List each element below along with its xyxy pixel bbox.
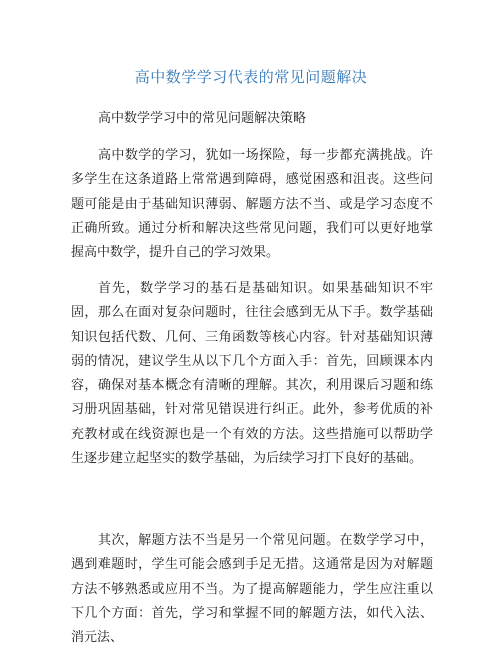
paragraph-3: 其次，解题方法不当是另一个常见问题。在数学学习中，遇到难题时，学生可能会感到手足无措。这通常是因为对解题方法不够熟悉或应用不当。为了提高解题能力，学生应注重以下几个方面：首先，学习和掌握不同的解题方法，如代入法、消元法、	[71, 533, 433, 646]
paragraph-1: 高中数学的学习，犹如一场探险，每一步都充满挑战。许多学生在这条道路上常常遇到障碍，感觉困惑和沮丧。这些问题可能是由于基础知识薄弱、解题方法不当、或是学习态度不正确所致。通过分析和解决这些常见问题，我们可以更好地掌握高中数学，提升自己的学习效果。	[71, 148, 433, 261]
document-subtitle: 高中数学学习中的常见问题解决策略	[98, 111, 307, 126]
document-title: 高中数学学习代表的常见问题解决	[134, 68, 368, 86]
paragraph-2: 首先，数学学习的基石是基础知识。如果基础知识不牢固，那么在面对复杂问题时，往往会感到无从下手。数学基础知识包括代数、几何、三角函数等核心内容。针对基础知识薄弱的情况，建议学生从以下几个方面入手：首先，回顾课本内容，确保对基本概念有清晰的理解。其次，利用课后习题和练习册巩固基础，针对常见错误进行纠正。此外，参考优质的补充教材或在线资源也是一个有效的方法。这些措施可以帮助学生逐步建立起坚实的数学基础，为后续学习打下良好的基础。	[71, 281, 433, 467]
